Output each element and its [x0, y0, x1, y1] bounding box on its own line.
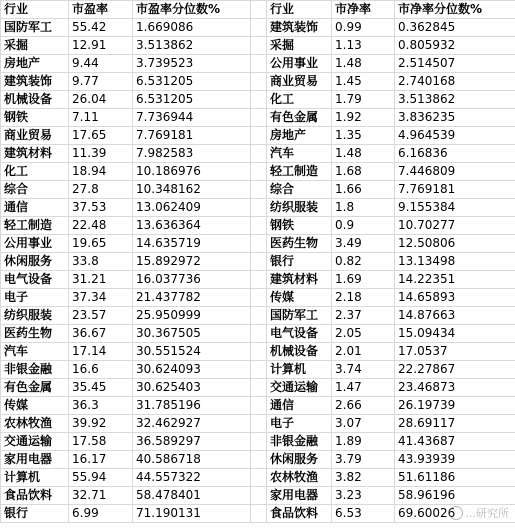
- right-pb-cell[interactable]: 0.99: [332, 19, 395, 37]
- right-pb-cell[interactable]: 1.47: [332, 379, 395, 397]
- spacer-cell[interactable]: [251, 289, 267, 307]
- left-pe-cell[interactable]: 9.77: [69, 73, 133, 91]
- left-industry-cell[interactable]: 轻工制造: [1, 217, 69, 235]
- header-left-pe-percentile[interactable]: 市盈率分位数%: [133, 1, 251, 19]
- right-industry-cell[interactable]: 建筑材料: [267, 271, 332, 289]
- left-industry-cell[interactable]: 食品饮料: [1, 487, 69, 505]
- right-pb-percentile-cell[interactable]: 23.46873: [395, 379, 515, 397]
- left-pe-cell[interactable]: 23.57: [69, 307, 133, 325]
- header-right-industry[interactable]: 行业: [267, 1, 332, 19]
- left-pe-cell[interactable]: 39.92: [69, 415, 133, 433]
- spacer-cell[interactable]: [251, 433, 267, 451]
- left-industry-cell[interactable]: 交通运输: [1, 433, 69, 451]
- right-pb-cell[interactable]: 1.8: [332, 199, 395, 217]
- right-pb-percentile-cell[interactable]: 22.27867: [395, 361, 515, 379]
- table-row: [1, 289, 515, 307]
- header-right-pb[interactable]: 市净率: [332, 1, 395, 19]
- right-industry-cell[interactable]: 电子: [267, 415, 332, 433]
- right-pb-percentile-cell[interactable]: 26.19739: [395, 397, 515, 415]
- left-pe-percentile-cell[interactable]: 6.531205: [133, 73, 251, 91]
- left-pe-percentile-cell[interactable]: 32.462927: [133, 415, 251, 433]
- left-pe-cell[interactable]: 37.53: [69, 199, 133, 217]
- right-pb-percentile-cell[interactable]: 0.805932: [395, 37, 515, 55]
- table-row: [1, 415, 515, 433]
- header-left-industry[interactable]: 行业: [1, 1, 69, 19]
- left-pe-percentile-cell[interactable]: 21.437782: [133, 289, 251, 307]
- left-pe-cell[interactable]: 6.99: [69, 505, 133, 523]
- left-pe-cell[interactable]: 36.3: [69, 397, 133, 415]
- table-row: [1, 19, 515, 37]
- spacer-cell[interactable]: [251, 73, 267, 91]
- right-pb-percentile-cell[interactable]: 14.87663: [395, 307, 515, 325]
- spacer-cell[interactable]: [251, 19, 267, 37]
- left-pe-percentile-cell[interactable]: 16.037736: [133, 271, 251, 289]
- right-pb-cell[interactable]: 3.79: [332, 451, 395, 469]
- table-row: [1, 379, 515, 397]
- spacer-cell[interactable]: [251, 109, 267, 127]
- right-industry-cell[interactable]: 交通运输: [267, 379, 332, 397]
- left-industry-cell[interactable]: 电气设备: [1, 271, 69, 289]
- right-pb-percentile-cell[interactable]: 14.65893: [395, 289, 515, 307]
- left-industry-cell[interactable]: 有色金属: [1, 379, 69, 397]
- table-row: [1, 469, 515, 487]
- right-pb-cell[interactable]: 1.69: [332, 271, 395, 289]
- left-industry-cell[interactable]: 纺织服装: [1, 307, 69, 325]
- spacer-cell[interactable]: [251, 469, 267, 487]
- right-industry-cell[interactable]: 采掘: [267, 37, 332, 55]
- spacer-cell[interactable]: [251, 451, 267, 469]
- spacer-cell[interactable]: [251, 253, 267, 271]
- right-industry-cell[interactable]: 建筑装饰: [267, 19, 332, 37]
- right-industry-cell[interactable]: 农林牧渔: [267, 469, 332, 487]
- right-industry-cell[interactable]: 纺织服装: [267, 199, 332, 217]
- right-pb-cell[interactable]: 2.18: [332, 289, 395, 307]
- left-pe-cell[interactable]: 55.94: [69, 469, 133, 487]
- table-row: [1, 307, 515, 325]
- left-pe-percentile-cell[interactable]: 7.982583: [133, 145, 251, 163]
- right-industry-cell[interactable]: 机械设备: [267, 343, 332, 361]
- right-pb-percentile-cell[interactable]: 3.513862: [395, 91, 515, 109]
- left-pe-cell[interactable]: 17.58: [69, 433, 133, 451]
- left-pe-percentile-cell[interactable]: 10.186976: [133, 163, 251, 181]
- left-pe-cell[interactable]: 19.65: [69, 235, 133, 253]
- table-row: [1, 271, 515, 289]
- spacer-cell[interactable]: [251, 37, 267, 55]
- left-pe-percentile-cell[interactable]: 30.625403: [133, 379, 251, 397]
- table-row: [1, 361, 515, 379]
- table-row: [1, 451, 515, 469]
- right-pb-percentile-cell[interactable]: 10.70277: [395, 217, 515, 235]
- table-row: [1, 397, 515, 415]
- left-industry-cell[interactable]: 公用事业: [1, 235, 69, 253]
- table-row: [1, 163, 515, 181]
- right-pb-percentile-cell[interactable]: 0.362845: [395, 19, 515, 37]
- table-row: [1, 91, 515, 109]
- right-industry-cell[interactable]: 公用事业: [267, 55, 332, 73]
- right-pb-percentile-cell[interactable]: 17.0537: [395, 343, 515, 361]
- spacer-cell[interactable]: [251, 1, 267, 19]
- spacer-cell[interactable]: [251, 235, 267, 253]
- left-pe-cell[interactable]: 37.34: [69, 289, 133, 307]
- left-industry-cell[interactable]: 电子: [1, 289, 69, 307]
- left-pe-cell[interactable]: 17.14: [69, 343, 133, 361]
- right-pb-percentile-cell[interactable]: 28.69117: [395, 415, 515, 433]
- left-industry-cell[interactable]: 建筑装饰: [1, 73, 69, 91]
- left-pe-percentile-cell[interactable]: 1.669086: [133, 19, 251, 37]
- right-industry-cell[interactable]: 银行: [267, 253, 332, 271]
- spacer-cell[interactable]: [251, 397, 267, 415]
- right-industry-cell[interactable]: 化工: [267, 91, 332, 109]
- right-pb-cell[interactable]: 0.9: [332, 217, 395, 235]
- left-pe-cell[interactable]: 22.48: [69, 217, 133, 235]
- left-pe-percentile-cell[interactable]: 25.950999: [133, 307, 251, 325]
- right-industry-cell[interactable]: 休闲服务: [267, 451, 332, 469]
- right-pb-percentile-cell[interactable]: 12.50806: [395, 235, 515, 253]
- left-pe-cell[interactable]: 33.8: [69, 253, 133, 271]
- right-pb-cell[interactable]: 2.01: [332, 343, 395, 361]
- table-row: [1, 217, 515, 235]
- left-pe-cell[interactable]: 11.39: [69, 145, 133, 163]
- left-industry-cell[interactable]: 钢铁: [1, 109, 69, 127]
- right-pb-percentile-cell[interactable]: 4.964539: [395, 127, 515, 145]
- left-pe-percentile-cell[interactable]: 44.557322: [133, 469, 251, 487]
- left-pe-percentile-cell[interactable]: 30.367505: [133, 325, 251, 343]
- right-industry-cell[interactable]: 国防军工: [267, 307, 332, 325]
- right-pb-cell[interactable]: 1.89: [332, 433, 395, 451]
- right-pb-cell[interactable]: 1.66: [332, 181, 395, 199]
- right-pb-cell[interactable]: 2.37: [332, 307, 395, 325]
- right-industry-cell[interactable]: 轻工制造: [267, 163, 332, 181]
- wechat-icon: [449, 506, 463, 520]
- left-pe-percentile-cell[interactable]: 58.478401: [133, 487, 251, 505]
- left-pe-percentile-cell[interactable]: 3.739523: [133, 55, 251, 73]
- spacer-cell[interactable]: [251, 163, 267, 181]
- left-industry-cell[interactable]: 机械设备: [1, 91, 69, 109]
- table-row: [1, 487, 515, 505]
- left-pe-cell[interactable]: 26.04: [69, 91, 133, 109]
- spacer-cell[interactable]: [251, 325, 267, 343]
- table-row: [1, 433, 515, 451]
- right-pb-cell[interactable]: 3.74: [332, 361, 395, 379]
- right-pb-cell[interactable]: 2.66: [332, 397, 395, 415]
- right-pb-cell[interactable]: 3.82: [332, 469, 395, 487]
- left-industry-cell[interactable]: 传媒: [1, 397, 69, 415]
- left-pe-percentile-cell[interactable]: 10.348162: [133, 181, 251, 199]
- left-pe-percentile-cell[interactable]: 36.589297: [133, 433, 251, 451]
- spacer-cell[interactable]: [251, 379, 267, 397]
- left-pe-percentile-cell[interactable]: 7.736944: [133, 109, 251, 127]
- header-right-pb-percentile[interactable]: 市净率分位数%: [395, 1, 515, 19]
- spacer-cell[interactable]: [251, 181, 267, 199]
- left-industry-cell[interactable]: 休闲服务: [1, 253, 69, 271]
- right-pb-percentile-cell[interactable]: 2.514507: [395, 55, 515, 73]
- left-pe-cell[interactable]: 31.21: [69, 271, 133, 289]
- right-pb-percentile-cell[interactable]: 14.22351: [395, 271, 515, 289]
- left-industry-cell[interactable]: 国防军工: [1, 19, 69, 37]
- right-pb-cell[interactable]: 1.35: [332, 127, 395, 145]
- left-pe-cell[interactable]: 7.11: [69, 109, 133, 127]
- table-row: [1, 127, 515, 145]
- left-pe-percentile-cell[interactable]: 30.551524: [133, 343, 251, 361]
- table-row: [1, 37, 515, 55]
- left-pe-percentile-cell[interactable]: 13.636364: [133, 217, 251, 235]
- left-industry-cell[interactable]: 商业贸易: [1, 127, 69, 145]
- right-industry-cell[interactable]: 食品饮料: [267, 505, 332, 523]
- right-pb-cell[interactable]: 1.48: [332, 55, 395, 73]
- left-pe-cell[interactable]: 27.8: [69, 181, 133, 199]
- right-industry-cell[interactable]: 综合: [267, 181, 332, 199]
- left-industry-cell[interactable]: 家用电器: [1, 451, 69, 469]
- right-industry-cell[interactable]: 通信: [267, 397, 332, 415]
- right-pb-cell[interactable]: 6.53: [332, 505, 395, 523]
- left-pe-cell[interactable]: 35.45: [69, 379, 133, 397]
- left-pe-cell[interactable]: 17.65: [69, 127, 133, 145]
- right-industry-cell[interactable]: 计算机: [267, 361, 332, 379]
- table-row: [1, 235, 515, 253]
- left-pe-cell[interactable]: 9.44: [69, 55, 133, 73]
- right-pb-cell[interactable]: 3.49: [332, 235, 395, 253]
- right-pb-cell[interactable]: 2.05: [332, 325, 395, 343]
- left-industry-cell[interactable]: 房地产: [1, 55, 69, 73]
- table-row: [1, 343, 515, 361]
- left-industry-cell[interactable]: 农林牧渔: [1, 415, 69, 433]
- right-pb-percentile-cell[interactable]: 2.740168: [395, 73, 515, 91]
- left-industry-cell[interactable]: 采掘: [1, 37, 69, 55]
- left-industry-cell[interactable]: 计算机: [1, 469, 69, 487]
- right-pb-cell[interactable]: 3.23: [332, 487, 395, 505]
- left-industry-cell[interactable]: 汽车: [1, 343, 69, 361]
- left-pe-percentile-cell[interactable]: 40.586718: [133, 451, 251, 469]
- right-pb-percentile-cell[interactable]: 3.836235: [395, 109, 515, 127]
- right-industry-cell[interactable]: 有色金属: [267, 109, 332, 127]
- right-pb-cell[interactable]: 1.13: [332, 37, 395, 55]
- watermark: [449, 505, 510, 521]
- table-row: [1, 109, 515, 127]
- table-row: [1, 145, 515, 163]
- right-pb-cell[interactable]: 1.48: [332, 145, 395, 163]
- right-pb-cell[interactable]: 1.45: [332, 73, 395, 91]
- right-industry-cell[interactable]: 非银金融: [267, 433, 332, 451]
- spacer-cell[interactable]: [251, 145, 267, 163]
- left-pe-percentile-cell[interactable]: 7.769181: [133, 127, 251, 145]
- table-row: [1, 55, 515, 73]
- left-pe-percentile-cell[interactable]: 14.635719: [133, 235, 251, 253]
- watermark-text: ...研究所: [465, 507, 509, 520]
- left-pe-cell[interactable]: 16.17: [69, 451, 133, 469]
- left-pe-percentile-cell[interactable]: 31.785196: [133, 397, 251, 415]
- left-industry-cell[interactable]: 非银金融: [1, 361, 69, 379]
- spacer-cell[interactable]: [251, 505, 267, 523]
- table-row: [1, 181, 515, 199]
- left-pe-percentile-cell[interactable]: 71.190131: [133, 505, 251, 523]
- left-industry-cell[interactable]: 综合: [1, 181, 69, 199]
- spacer-cell[interactable]: [251, 55, 267, 73]
- header-left-pe[interactable]: 市盈率: [69, 1, 133, 19]
- right-pb-percentile-cell[interactable]: 15.09434: [395, 325, 515, 343]
- left-pe-cell[interactable]: 16.6: [69, 361, 133, 379]
- table-row: [1, 199, 515, 217]
- spacer-cell[interactable]: [251, 127, 267, 145]
- table-row: [1, 505, 515, 523]
- right-industry-cell[interactable]: 钢铁: [267, 217, 332, 235]
- spacer-cell[interactable]: [251, 343, 267, 361]
- right-industry-cell[interactable]: 房地产: [267, 127, 332, 145]
- left-pe-percentile-cell[interactable]: 30.624093: [133, 361, 251, 379]
- header-row: [1, 1, 515, 19]
- right-industry-cell[interactable]: 商业贸易: [267, 73, 332, 91]
- right-pb-percentile-cell[interactable]: 58.96196: [395, 487, 515, 505]
- spacer-cell[interactable]: [251, 307, 267, 325]
- right-pb-percentile-cell[interactable]: 43.93939: [395, 451, 515, 469]
- left-industry-cell[interactable]: 银行: [1, 505, 69, 523]
- right-pb-percentile-cell[interactable]: 6.16836: [395, 145, 515, 163]
- table-body: [1, 1, 515, 523]
- left-pe-cell[interactable]: 12.91: [69, 37, 133, 55]
- left-industry-cell[interactable]: 化工: [1, 163, 69, 181]
- right-pb-percentile-cell[interactable]: 7.446809: [395, 163, 515, 181]
- right-pb-percentile-cell[interactable]: 69.60026: [395, 505, 515, 523]
- spacer-cell[interactable]: [251, 487, 267, 505]
- right-industry-cell[interactable]: 家用电器: [267, 487, 332, 505]
- right-pb-percentile-cell[interactable]: 7.769181: [395, 181, 515, 199]
- table-row: [1, 73, 515, 91]
- right-industry-cell[interactable]: 医药生物: [267, 235, 332, 253]
- table-row: [1, 325, 515, 343]
- right-pb-cell[interactable]: 0.82: [332, 253, 395, 271]
- spacer-cell[interactable]: [251, 217, 267, 235]
- spacer-cell[interactable]: [251, 199, 267, 217]
- right-pb-percentile-cell[interactable]: 51.61186: [395, 469, 515, 487]
- right-pb-percentile-cell[interactable]: 9.155384: [395, 199, 515, 217]
- right-pb-percentile-cell[interactable]: 13.13498: [395, 253, 515, 271]
- right-pb-cell[interactable]: 1.68: [332, 163, 395, 181]
- left-pe-percentile-cell[interactable]: 13.062409: [133, 199, 251, 217]
- left-pe-cell[interactable]: 32.71: [69, 487, 133, 505]
- right-pb-cell[interactable]: 1.79: [332, 91, 395, 109]
- spacer-cell[interactable]: [251, 361, 267, 379]
- right-pb-percentile-cell[interactable]: 41.43687: [395, 433, 515, 451]
- left-industry-cell[interactable]: 通信: [1, 199, 69, 217]
- left-pe-cell[interactable]: 55.42: [69, 19, 133, 37]
- right-industry-cell[interactable]: 汽车: [267, 145, 332, 163]
- right-industry-cell[interactable]: 传媒: [267, 289, 332, 307]
- right-pb-cell[interactable]: 3.07: [332, 415, 395, 433]
- spacer-cell[interactable]: [251, 271, 267, 289]
- left-pe-percentile-cell[interactable]: 3.513862: [133, 37, 251, 55]
- right-industry-cell[interactable]: 电气设备: [267, 325, 332, 343]
- left-industry-cell[interactable]: 建筑材料: [1, 145, 69, 163]
- left-pe-percentile-cell[interactable]: 15.892972: [133, 253, 251, 271]
- spacer-cell[interactable]: [251, 415, 267, 433]
- table-row: [1, 253, 515, 271]
- right-pb-cell[interactable]: 1.92: [332, 109, 395, 127]
- left-pe-percentile-cell[interactable]: 6.531205: [133, 91, 251, 109]
- left-pe-cell[interactable]: 18.94: [69, 163, 133, 181]
- spacer-cell[interactable]: [251, 91, 267, 109]
- left-pe-cell[interactable]: 36.67: [69, 325, 133, 343]
- left-industry-cell[interactable]: 医药生物: [1, 325, 69, 343]
